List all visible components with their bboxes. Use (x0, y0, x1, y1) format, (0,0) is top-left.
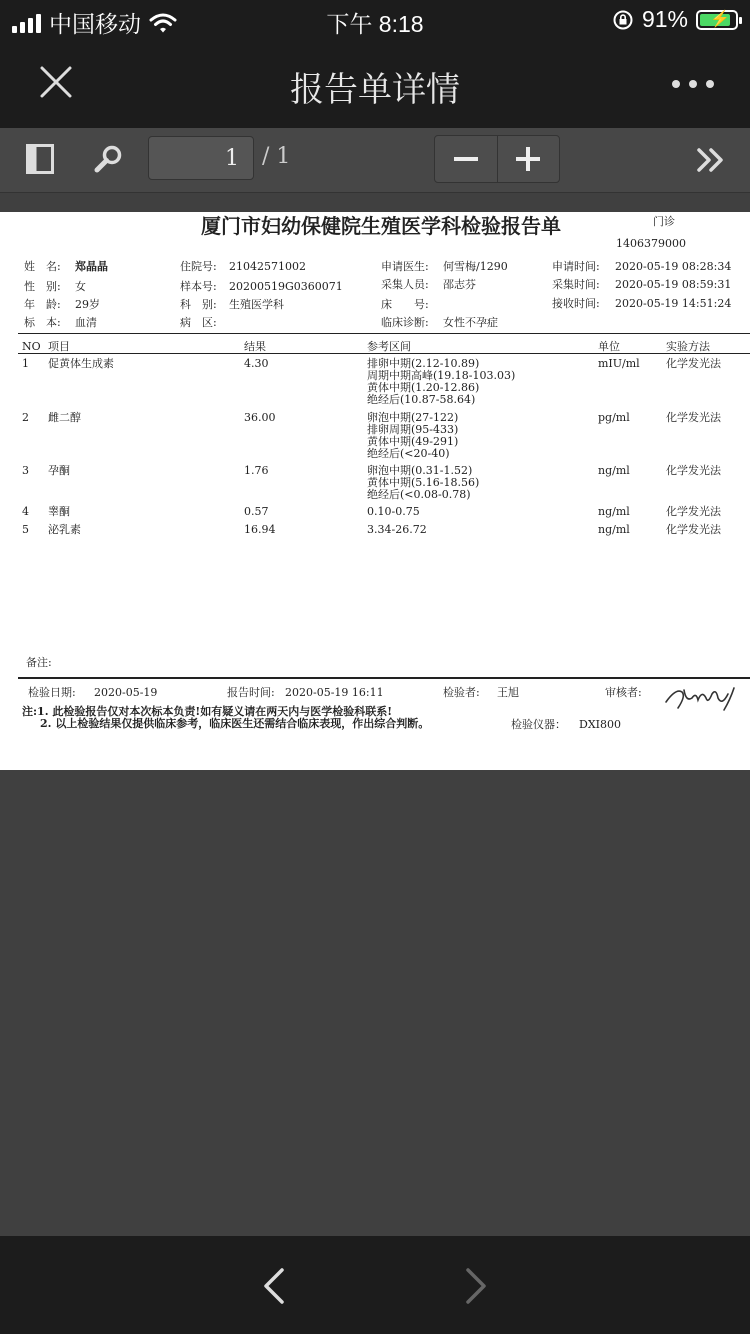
divider (18, 677, 750, 679)
cell-unit: ng/ml (598, 523, 630, 536)
name-label: 姓 名: (24, 260, 61, 273)
bed-label: 床 号: (381, 298, 429, 311)
cell-ref: 黄体中期(1.20-12.86) (367, 381, 480, 394)
tester-label: 检验者: (443, 686, 480, 699)
tester: 王旭 (497, 686, 519, 699)
collector: 邵志芬 (443, 278, 476, 291)
clinic-type: 门诊 (653, 215, 675, 228)
bottom-nav-bar (0, 1236, 750, 1334)
inpatient-no-label: 住院号: (180, 260, 217, 273)
report-time: 2020-05-19 16:11 (285, 686, 384, 699)
cell-ref: 排卵中期(2.12-10.89) (367, 357, 480, 370)
col-header-method: 实验方法 (666, 340, 710, 353)
patient-name: 郑晶晶 (75, 260, 108, 273)
note-2: 2. 以上检验结果仅提供临床参考，临床医生还需结合临床表现，作出综合判断。 (40, 717, 430, 730)
sex-label: 性 别: (24, 280, 61, 293)
col-header-item: 项目 (48, 340, 70, 353)
cell-ref: 卵泡中期(0.31-1.52) (367, 464, 473, 477)
col-header-no: NO (22, 340, 41, 353)
rotation-lock-icon (612, 9, 634, 31)
cell-method: 化学发光法 (666, 505, 721, 518)
clock: 下午 8:18 (326, 11, 424, 37)
collect-time-label: 采集时间: (552, 278, 600, 291)
cell-ref: 卵泡中期(27-122) (367, 411, 459, 424)
specimen-label: 标 本: (24, 316, 61, 329)
cell-item: 雌二醇 (48, 411, 81, 424)
page-title: 报告单详情 (290, 70, 460, 110)
receive-time: 2020-05-19 14:51:24 (615, 297, 732, 310)
cell-ref: 黄体中期(5.16-18.56) (367, 476, 480, 489)
cell-no: 2 (22, 411, 29, 424)
divider (18, 333, 750, 334)
cell-ref: 黄体中期(49-291) (367, 435, 459, 448)
cell-no: 3 (22, 464, 29, 477)
pdf-toolbar (0, 128, 750, 193)
cell-item: 促黄体生成素 (48, 357, 114, 370)
cell-method: 化学发光法 (666, 357, 721, 370)
nav-bar (0, 40, 750, 128)
cell-result: 16.94 (244, 523, 276, 536)
cell-method: 化学发光法 (666, 523, 721, 536)
age-label: 年 龄: (24, 298, 61, 311)
cell-no: 5 (22, 523, 29, 536)
receive-time-label: 接收时间: (552, 297, 600, 310)
sample-no: 20200519G0360071 (229, 280, 343, 293)
patient-sex: 女 (75, 280, 86, 293)
cell-method: 化学发光法 (666, 411, 721, 424)
cell-method: 化学发光法 (666, 464, 721, 477)
status-right (612, 6, 738, 33)
col-header-ref: 参考区间 (367, 340, 411, 353)
cell-unit: mIU/ml (598, 357, 640, 370)
collect-time: 2020-05-19 08:59:31 (615, 278, 732, 291)
report-page (0, 212, 750, 770)
more-icon[interactable] (672, 80, 714, 88)
back-arrow-icon[interactable] (262, 1268, 286, 1304)
remark-label: 备注: (26, 656, 52, 669)
battery-percent: 91% (641, 6, 688, 32)
ward-label: 病 区: (180, 316, 217, 329)
search-icon[interactable] (94, 144, 124, 174)
req-doctor: 何雪梅/1290 (443, 260, 508, 273)
inpatient-no: 21042571002 (229, 260, 306, 273)
patient-age: 29岁 (75, 298, 100, 311)
cell-result: 4.30 (244, 357, 269, 370)
cell-item: 睾酮 (48, 505, 70, 518)
test-date: 2020-05-19 (94, 686, 158, 699)
cell-item: 泌乳素 (48, 523, 81, 536)
reviewer-signature (662, 680, 738, 720)
instrument: DXI800 (579, 718, 621, 731)
cell-unit: pg/ml (598, 411, 630, 424)
carrier-name: 中国移动 (49, 11, 141, 37)
req-time: 2020-05-19 08:28:34 (615, 260, 732, 273)
report-time-label: 报告时间: (227, 686, 275, 699)
cell-ref: 绝经后(10.87-58.64) (367, 393, 476, 406)
cell-ref: 0.10-0.75 (367, 505, 420, 518)
battery-icon: ⚡ (696, 10, 738, 30)
cell-item: 孕酮 (48, 464, 70, 477)
dept: 生殖医学科 (229, 298, 284, 311)
col-header-unit: 单位 (598, 340, 620, 353)
zoom-in-icon[interactable] (516, 147, 540, 171)
cell-unit: ng/ml (598, 464, 630, 477)
status-bar (0, 0, 750, 40)
instrument-label: 检验仪器： (511, 718, 566, 731)
cell-ref: 绝经后(<0.08-0.78) (367, 488, 471, 501)
cell-no: 1 (22, 357, 29, 370)
cell-result: 1.76 (244, 464, 269, 477)
cell-ref: 3.34-26.72 (367, 523, 427, 536)
note-1: 注:1. 此检验报告仅对本次标本负责!如有疑义请在两天内与医学检验科联系! (22, 705, 393, 718)
page-count: / 1 (262, 144, 291, 169)
zoom-controls (434, 135, 560, 183)
report-title: 厦门市妇幼保健院生殖医学科检验报告单 (201, 214, 561, 238)
cell-unit: ng/ml (598, 505, 630, 518)
sample-no-label: 样本号: (180, 280, 217, 293)
zoom-out-icon[interactable] (454, 157, 478, 163)
req-time-label: 申请时间: (552, 260, 600, 273)
report-number: 1406379000 (616, 237, 686, 250)
test-date-label: 检验日期: (28, 686, 76, 699)
dept-label: 科 别: (180, 298, 217, 311)
page-number-input[interactable]: 1 (148, 136, 254, 180)
reviewer-label: 审核者: (605, 686, 642, 699)
cell-ref: 排卵周期(95-433) (367, 423, 459, 436)
cell-result: 36.00 (244, 411, 276, 424)
collector-label: 采集人员: (381, 278, 429, 291)
req-doctor-label: 申请医生: (381, 260, 429, 273)
diagnosis: 女性不孕症 (443, 316, 498, 329)
forward-arrow-icon[interactable] (464, 1268, 488, 1304)
col-header-result: 结果 (244, 340, 266, 353)
cell-ref: 周期中期高峰(19.18-103.03) (367, 369, 516, 382)
tools-menu-icon[interactable] (696, 147, 726, 173)
divider (18, 353, 750, 354)
cell-no: 4 (22, 505, 29, 518)
cell-ref: 绝经后(<20-40) (367, 447, 450, 460)
cell-result: 0.57 (244, 505, 269, 518)
sidebar-toggle-icon[interactable] (26, 144, 54, 174)
specimen: 血清 (75, 316, 97, 329)
diagnosis-label: 临床诊断: (381, 316, 429, 329)
